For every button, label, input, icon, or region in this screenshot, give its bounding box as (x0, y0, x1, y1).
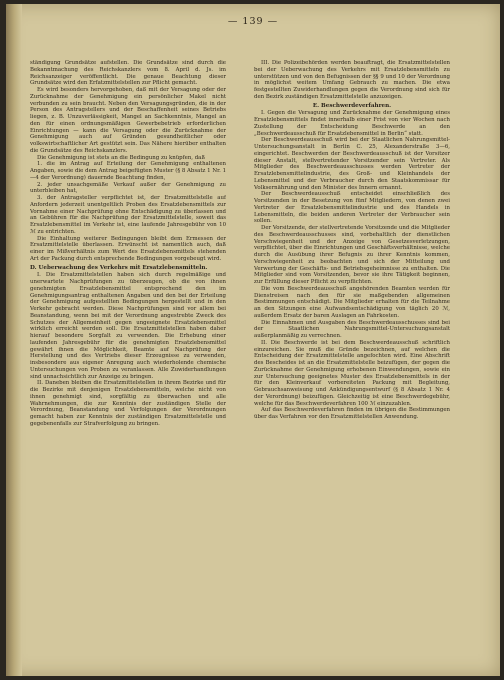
right-paragraph-7: Die Einnahmen und Ausgaben des Beschwerdeausschusses sind bei der Staatlichen Nahrungsmittel-Untersuchungsanstalt außerplanmäßig zu verrechnen. (254, 319, 450, 339)
left-list-item-2: 2. jeder unsachgemäße Verkauf außer der Genehmigung zu unterbleiben hat, (30, 181, 226, 195)
right-paragraph-3: Der Beschwerdeausschuß wird bei der Staatlichen Nahrungsmittel-Untersuchungsanstalt in Berlin C. 25, Alexanderstraße 3—6, eingerichtet. Beschwerden der Beschwerdeausschuß ist der Vorsitzer dieser Anstalt, stellvertretender Vorsitzender sein Vertreter. Als Mitglieder des Beschwerdeausschusses werden Vertreter der Ersatzlebensmittelindustrie, des Groß- und Kleinhandels der Lebensmittel und der Verbraucher durch den Staatskommissar für Volksernährung und den Minister des Innern ernannt. (254, 137, 450, 191)
right-paragraph-1: III. Die Polizeibehörden werden beauftragt, die Ersatzmittelstellen bei der Ueberwachung des Verkehrs mit Ersatzlebensmitteln zu unterstützen und von den Befugnissen der §§ 9 und 10 der Verordnung in möglichst weitem Umfang Gebrauch zu machen. Die etwa festgestellten Zuwiderhandlungen gegen die Verordnung sind sich für den Bezirk zuständigen Ersatzmittelstelle anzuzeigen. (254, 60, 450, 100)
right-column (254, 60, 450, 660)
left-paragraph-3: Die Genehmigung ist stets an die Bedingung zu knüpfen, daß (37, 154, 205, 161)
left-paragraph-8: I. Die Ersatzmittelstellen haben sich durch regelmäßige und unerwartete Nachprüfungen zu überzeugen, ob die von ihnen genehmigten Ersatzlebensmittel entsprechend den im Genehmigungsantrag enthaltenen Angaben und den bei der Erteilung der Genehmigung aufgestellten Bedingungen hergestellt und in den Verkehr gebracht werden. Diese Nachprüfungen sind vor allem bei Beanstandung, wenn bei mit der Verordnung angestrebte Zweck des Schutzes der Allgemeinheit gegen ungeeignete Ersatzlebensmittel wirklich erreicht werden soll. Die Ersatzmittelstellen haben daher hierauf besondere Sorgfalt zu verwenden. Die Erhebung einer laufenden Jahresgebühr für die genehmigten Ersatzlebensmittel gewährt ihnen die Möglichkeit, Beamte auf Nachprüfung der Herstellung und des Vertriebs dieser Erzeugnisse zu verwenden, insbesondere aus eigener Anregung auch wiederholende chemische Untersuchungen von Proben zu veranlassen. Alle Zuwiderhandlungen sind unnachsichtlich zur Anzeige zu bringen. (30, 272, 226, 380)
right-paragraph-8: II. Die Beschwerde ist bei dem Beschwerdeausschuß schriftlich einzureichen. Sie muß die Gründe bezeichnen, auf welchen die Entscheidung der Ersatzmittelstelle angefochten wird. Eine Abschrift des Bescheides ist an die Ersatzmittelstelle beizufügen, der gegen die Zurücknahme der Genehmigung erhobenen Einwendungen, sowie ein zur Untersuchung geeignetes Muster des Ersatzlebensmittels in der für den Kleinverkauf vorbereiteten Packung mit Begleitung, Gebrauchsanweisung und Ankündigungsentwurf (§ 8 Absatz 1 Nr. 4 der Verordnung) beizufügen. Gleichzeitig ist eine Beschwerdegebühr, welche für das Beschwerdeverfahren 100 ℳ einzuzahlen. (254, 339, 450, 407)
page-number: — 139 — (227, 16, 279, 27)
right-paragraph-9: Auf das Beschwerdeverfahren finden im übrigen die Bestimmungen über das Verfahren vor den Ersatzmittelstellen Anwendung. (254, 407, 450, 420)
left-list-item-3: 3. der Antragsteller verpflichtet ist, der Ersatzmittelstelle auf Anfordern jederzeit unentgeltlich Proben des Ersatzlebensmittels zur Vornahme einer Nachprüfung ohne Entschädigung zu überlassen und an Gebühren für die Nachprüfung der Ersatzmittelstelle, soweit das Ersatzlebensmittel im Verkehr ist, eine laufende Jahresgebühr von 10 ℳ zu entrichten. (30, 195, 226, 235)
left-paragraph-9: II. Daneben bleiben die Ersatzmittelstellen in ihrem Bezirke und für die Bezirke mit denjenigen Ersatzlebensmitteln, welche nicht von ihnen genehmigt sind, sorgfältig zu überwachen und alle Wahrnehmungen, die zur Kenntnis der zuständigen Stelle der Verordnung, Beanstandung und Verfolgungen der Verordnungen gemacht haben zur Kenntnis der zuständigen Ersatzmittelstelle und gegebenenfalls zur Strafverfolgung zu bringen. (30, 380, 226, 427)
section-heading-d: D. Ueberwachung des Verkehrs mit Ersatzlebensmitteln. (30, 264, 208, 271)
left-paragraph-7: Die Einhaltung weiterer Bedingungen bleibt dem Ermessen der Ersatzmittelstelle überlassen. Erwünscht ist namentlich auch, daß einer im Mißverhältnis zum Wert des Ersatzlebensmittels stehenden Art der Packung durch entsprechende Bedingungen vorgebeugt wird. (30, 235, 226, 262)
right-paragraph-5: Der Vorsitzende, der stellvertretende Vorsitzende und die Mitglieder des Beschwerdeausschusses sind, vorbehaltlich der dienstlichen Verschwiegenheit und der Anzeige von Gesetzesverletzungen, verpflichtet, über die Einrichtungen und Geschäftsverhältnisse, welche durch die Ausübung ihrer Befugnis zu ihrer Kenntnis kommen, Verschwiegenheit zu beobachten und sich der Mitteilung und Verwertung der Geschäfts- und Betriebsgeheimnisse zu enthalten. Die Mitglieder sind vom Vorsitzenden, bevor sie ihre Tätigkeit beginnen, zur Erfüllung dieser Pflicht zu verpflichten. (254, 225, 450, 285)
left-paragraph-1: ständigung Grundsätze aufstellen. Die Grundsätze sind durch die Bekanntmachung des Reichskanzlers vom 8. April d. Js. im Reichsanzeiger veröffentlicht. Die genaue Beachtung dieser Grundsätze wird den Erfatzmittelstellen zur Pflicht gemacht. (30, 60, 226, 87)
left-paragraph-2: Es wird besonders hervorgehoben, daß mit der Versagung oder der Zurücknahme der Genehmigung ein persönlicher Makel nicht verbunden zu sein braucht. Neben den Versagungsgründen, die in der Person des Antragstellers und der Beschaffenheit seines Betriebs liegen, z. B. Unzuverlässigkeit, Mangel an Sachkenntnis, Mangel an den für einen ordnungsmäßigen Gewerbebetrieb erforderlichen Einrichtungen — kann die Versagung oder die Zurücknahme der Genehmigung auch auf Gründen gesundheitlicher oder volkswirtschaftlicher Art gestützt sein. Das Nähere hierüber enthalten die Grundsätze des Reichskanzlers. (30, 87, 226, 154)
right-paragraph-2: I. Gegen die Versagung und Zurücknahme der Genehmigung eines Ersatzlebensmittels findet innerhalb einer Frist von vier Wochen nach Zustellung der Entscheidung Beschwerde an den „Beschwerdeausschuß für Ersatzlebensmittel in Berlin“ statt. (254, 110, 450, 137)
document-page (6, 4, 500, 676)
left-column (30, 60, 226, 660)
section-heading-e: E. Beschwerdeverfahren. (312, 102, 392, 109)
left-list-item-1: 1. die im Antrag auf Erteilung der Genehmigung enthaltenen Angaben, sowie die dem Antrag beigefügten Muster (§ 8 Absatz 1 Nr. 1—4 der Verordnung) dauernde Beachtung finden, (30, 161, 226, 181)
binding-gutter (6, 4, 22, 676)
right-paragraph-6: Die vom Beschwerdeausschuß angehörenden Beamten werden für Dienstreisen nach den für sie maßgebenden allgemeinen Bestimmungen entschädigt. Die Mitglieder erhalten für die Teilnahme an den Sitzungen eine Aufwandsentschädigung von täglich 20 ℳ, außerdem Ersatz der baren Auslagen an Fahrkosten. (254, 285, 450, 319)
right-paragraph-4: Der Beschwerdeausschuß entscheidet einschließlich des Vorsitzenden in der Besetzung von fünf Mitgliedern, von denen zwei Vertreter der Ersatzlebensmittelindustrie und des Handels in Lebensmitteln, die beiden anderen Vertreter der Verbraucher sein sollen. (254, 191, 450, 225)
